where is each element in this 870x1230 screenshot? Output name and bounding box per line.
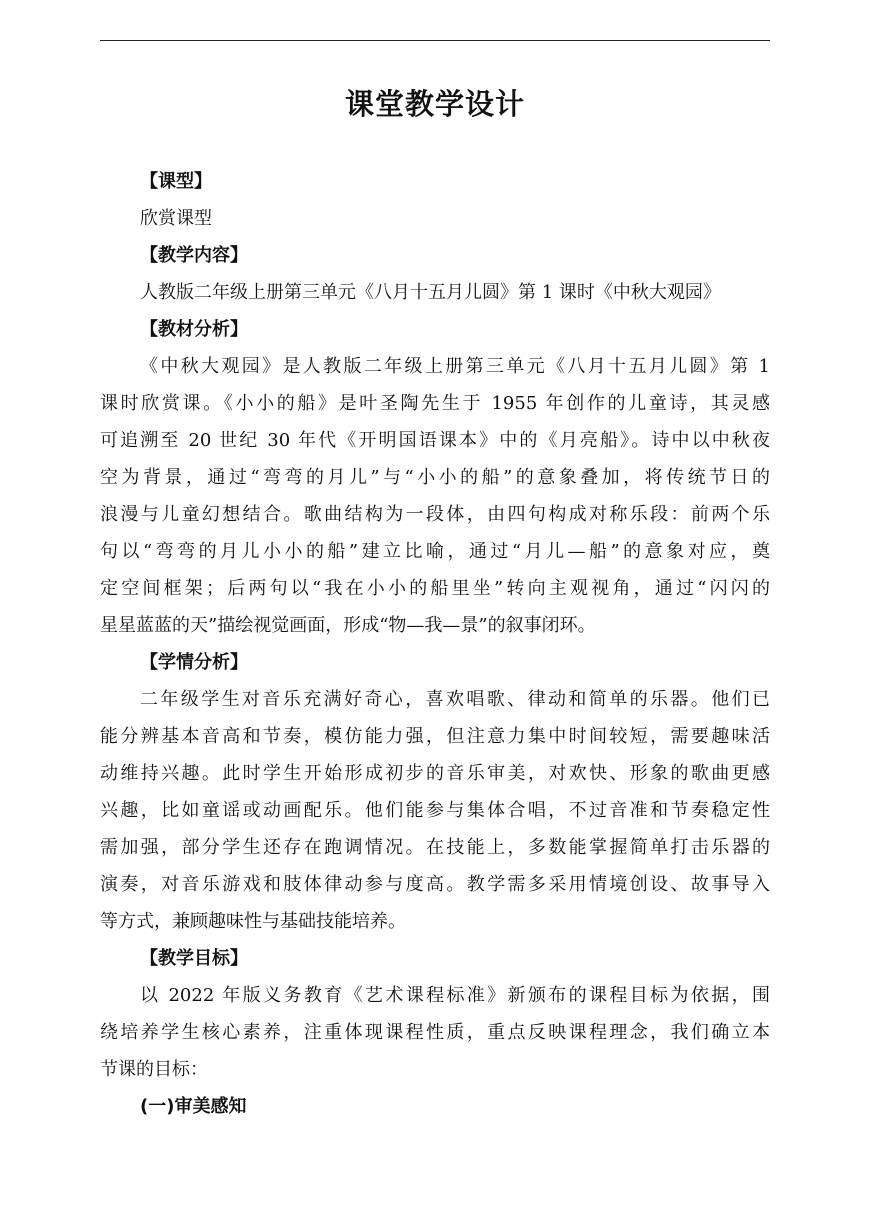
paragraph-line: 等方式，兼顾趣味性与基础技能培养。 [100,911,406,932]
sub-heading-aesthetic-perception: (一)审美感知 [140,1096,247,1117]
paragraph-line: 欣赏课型 [140,208,212,229]
paragraph-line: 空为背景，通过“弯弯的月儿”与“小小的船”的意象叠加，将传统节日的 [100,467,770,488]
paragraph-line: 可追溯至 20 世纪 30 年代《开明国语课本》中的《月亮船》。诗中以中秋夜 [100,430,770,451]
paragraph-line: 《中秋大观园》是人教版二年级上册第三单元《八月十五月儿圆》第 1 [140,356,770,377]
section-heading-objectives: 【教学目标】 [140,948,248,969]
section-heading-material-analysis: 【教材分析】 [140,319,248,340]
paragraph-line: 句以“弯弯的月儿小小的船”建立比喻，通过“月儿—船”的意象对应，奠 [100,541,770,562]
header-rule [100,40,770,41]
paragraph-line: 星星蓝蓝的天”描绘视觉画面，形成“物—我—景”的叙事闭环。 [100,615,596,636]
paragraph-line: 课时欣赏课。《小小的船》是叶圣陶先生于 1955 年创作的儿童诗，其灵感 [100,393,770,414]
page-title: 课堂教学设计 [344,87,525,121]
paragraph-line: 动维持兴趣。此时学生开始形成初步的音乐审美，对欢快、形象的歌曲更感 [100,763,770,784]
paragraph-line: 绕培养学生核心素养，注重体现课程性质，重点反映课程理念，我们确立本 [100,1022,770,1043]
paragraph-line: 二年级学生对音乐充满好奇心，喜欢唱歌、律动和简单的乐器。他们已 [140,689,770,710]
paragraph-line: 能分辨基本音高和节奏，模仿能力强，但注意力集中时间较短，需要趣味活 [100,726,770,747]
paragraph-line: 兴趣，比如童谣或动画配乐。他们能参与集体合唱，不过音准和节奏稳定性 [100,800,770,821]
section-heading-content: 【教学内容】 [140,245,248,266]
section-heading-student-analysis: 【学情分析】 [140,652,248,673]
paragraph-line: 定空间框架；后两句以“我在小小的船里坐”转向主观视角，通过“闪闪的 [100,578,770,599]
paragraph-line: 以 2022 年版义务教育《艺术课程标准》新颁布的课程目标为依据，围 [140,985,770,1006]
document-body [100,163,770,1125]
paragraph-line: 人教版二年级上册第三单元《八月十五月儿圆》第 1 课时《中秋大观园》 [140,282,721,303]
paragraph-line: 演奏，对音乐游戏和肢体律动参与度高。教学需多采用情境创设、故事导入 [100,874,770,895]
paragraph-line: 节课的目标： [100,1059,208,1080]
paragraph-line: 浪漫与儿童幻想结合。歌曲结构为一段体，由四句构成对称乐段：前两个乐 [100,504,770,525]
paragraph-line: 需加强，部分学生还存在跑调情况。在技能上，多数能掌握简单打击乐器的 [100,837,770,858]
section-heading-lesson-type: 【课型】 [140,171,212,192]
